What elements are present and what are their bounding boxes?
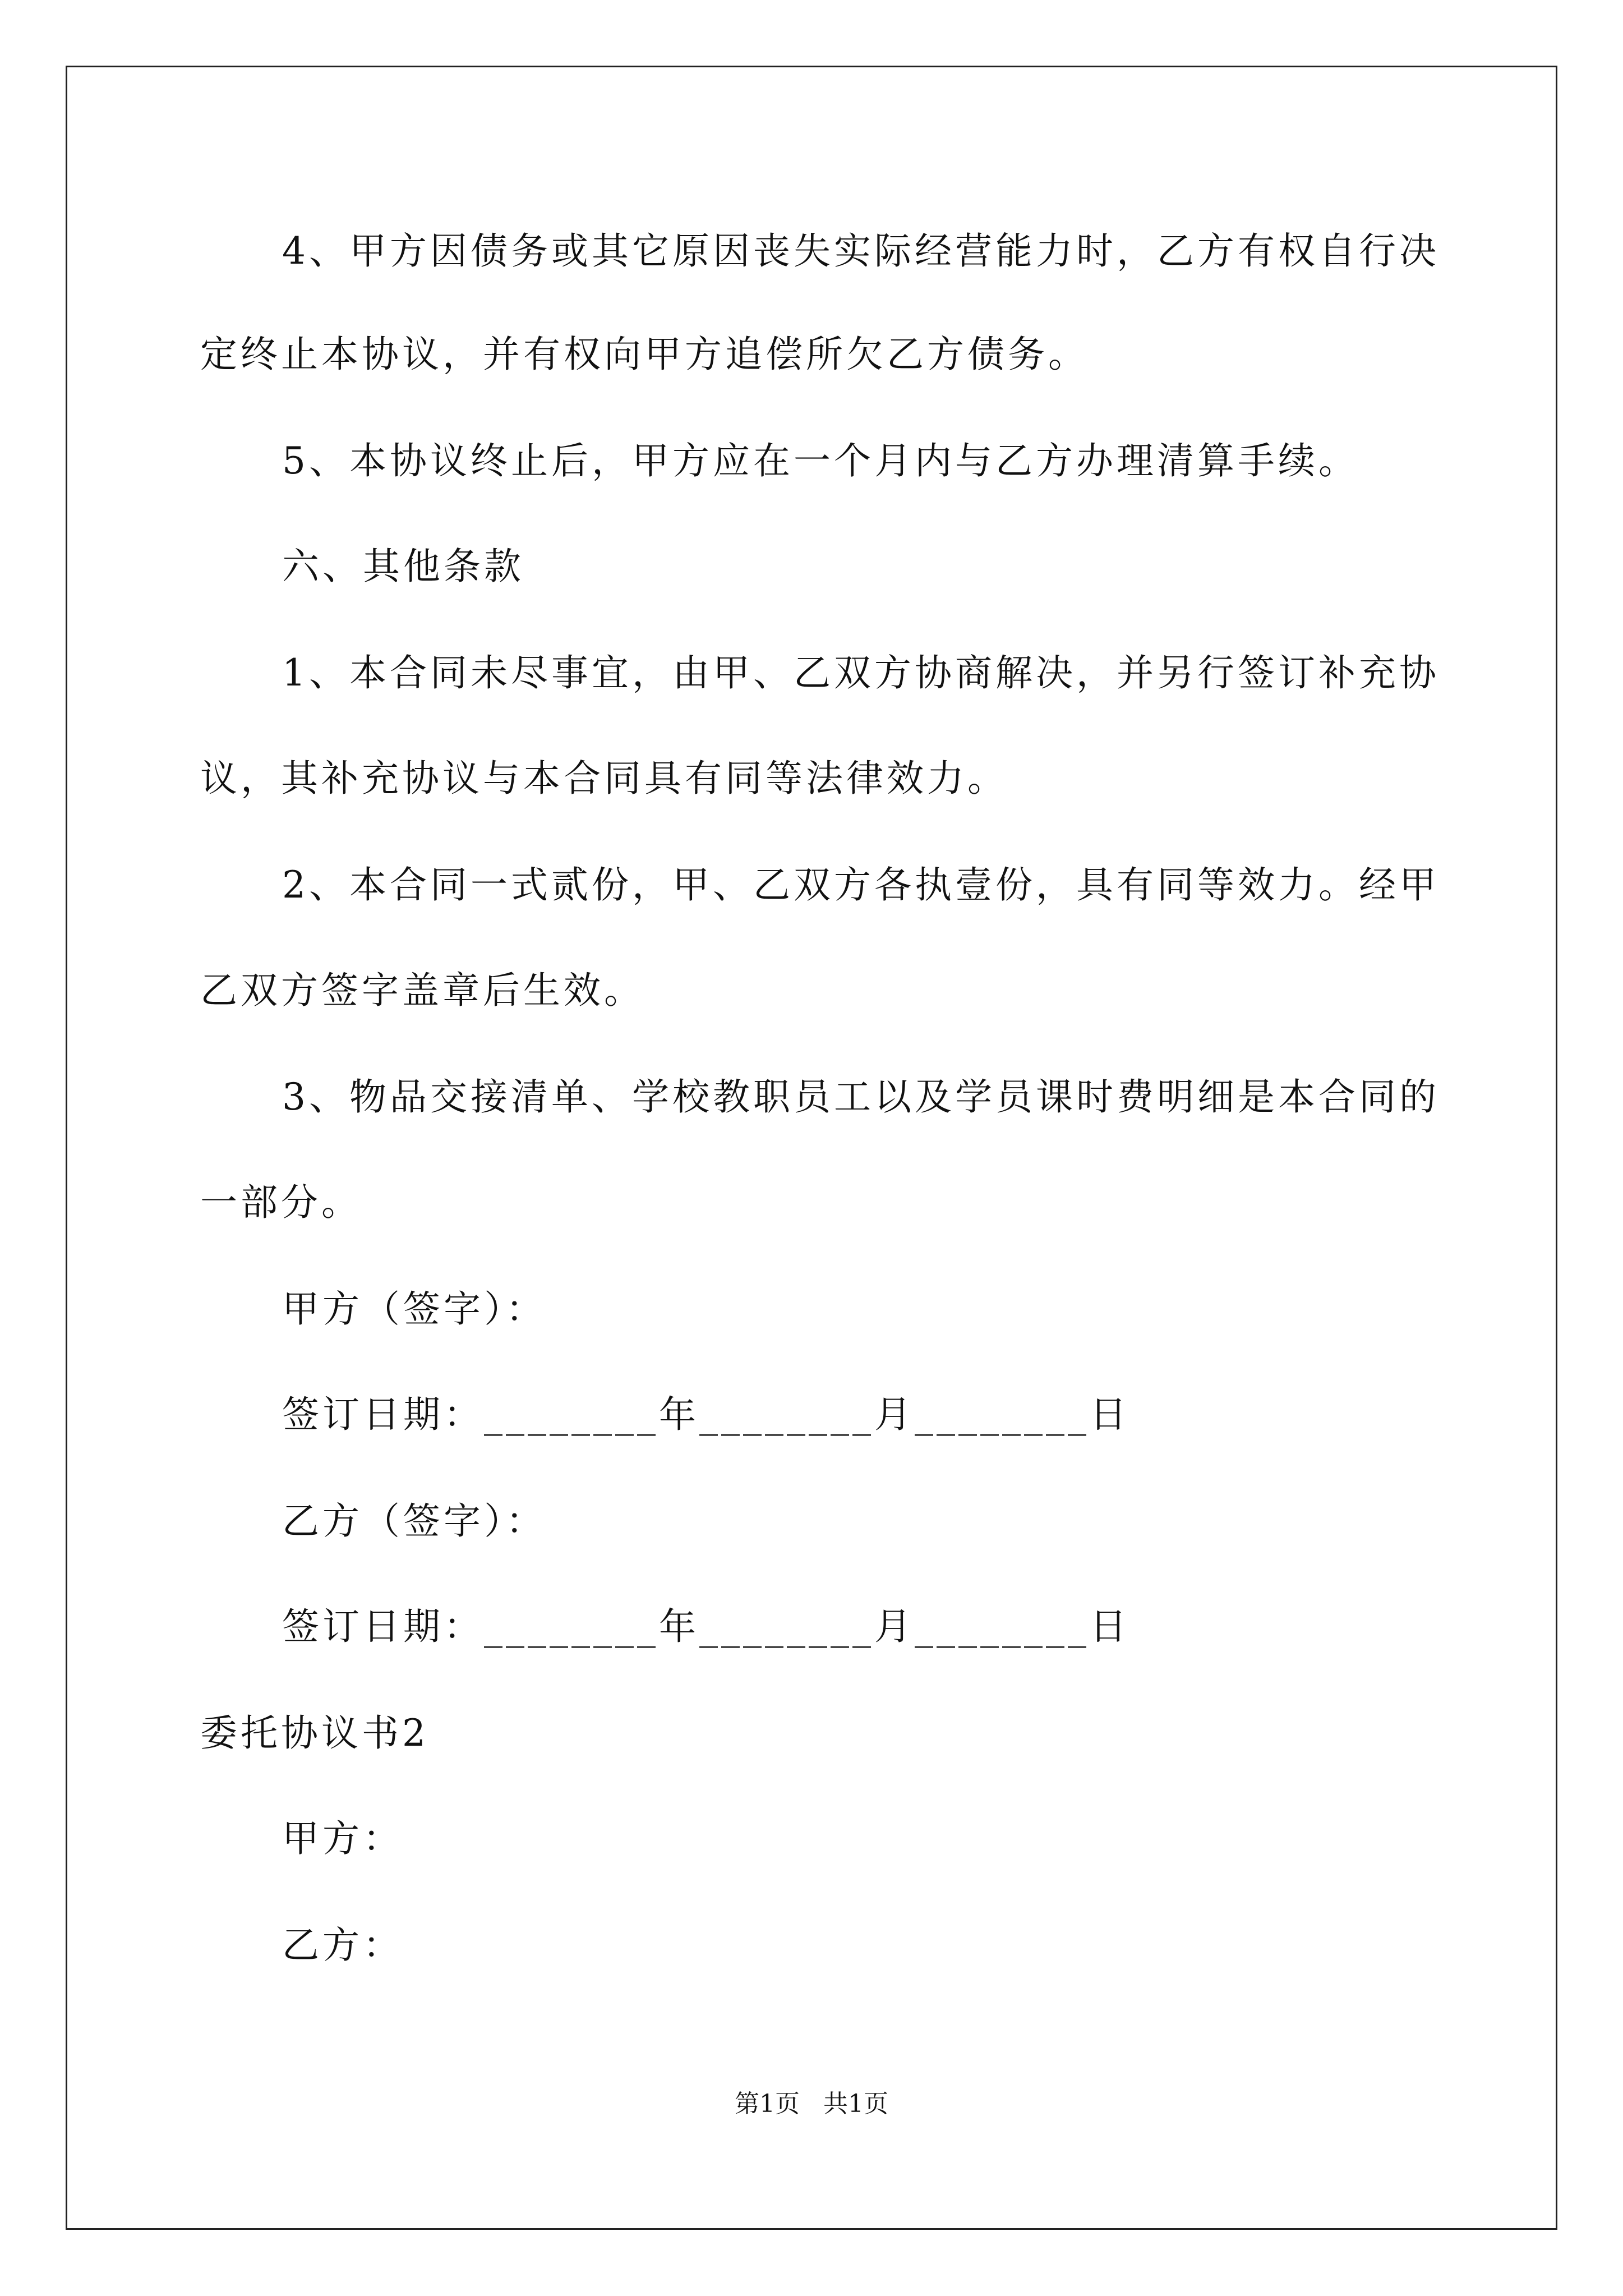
party-b-sign-date: 签订日期：________年________月________日	[282, 1605, 1130, 1648]
document-title-2: 委托协议书2	[200, 1711, 429, 1755]
term-3-line-1: 3、物品交接清单、学校教职员工以及学员课时费明细是本合同的	[282, 1075, 1440, 1119]
party-b-label: 乙方：	[282, 1924, 403, 1967]
page-footer: 第1页 共1页	[735, 2090, 888, 2118]
term-1-line-2: 议，其补充协议与本合同具有同等法律效力。	[200, 757, 1008, 800]
term-3-line-2: 一部分。	[200, 1181, 362, 1224]
clause-4-line-1: 4、甲方因债务或其它原因丧失实际经营能力时，乙方有权自行决	[282, 229, 1440, 273]
clause-5: 5、本协议终止后，甲方应在一个月内与乙方办理清算手续。	[282, 439, 1359, 482]
term-2-line-2: 乙双方签字盖章后生效。	[200, 969, 644, 1012]
page-border	[66, 66, 1557, 2230]
party-a-label: 甲方：	[282, 1817, 403, 1860]
section-heading-other-terms: 六、其他条款	[282, 545, 524, 588]
party-b-signature: 乙方（签字）：	[282, 1499, 546, 1543]
clause-4-line-2: 定终止本协议，并有权向甲方追偿所欠乙方债务。	[200, 333, 1089, 376]
term-2-line-1: 2、本合同一式贰份，甲、乙双方各执壹份，具有同等效力。经甲	[282, 863, 1440, 907]
party-a-sign-date: 签订日期：________年________月________日	[282, 1393, 1130, 1436]
party-a-signature: 甲方（签字）：	[282, 1287, 546, 1331]
term-1-line-1: 1、本合同未尽事宜，由甲、乙双方协商解决，并另行签订补充协	[282, 651, 1440, 694]
